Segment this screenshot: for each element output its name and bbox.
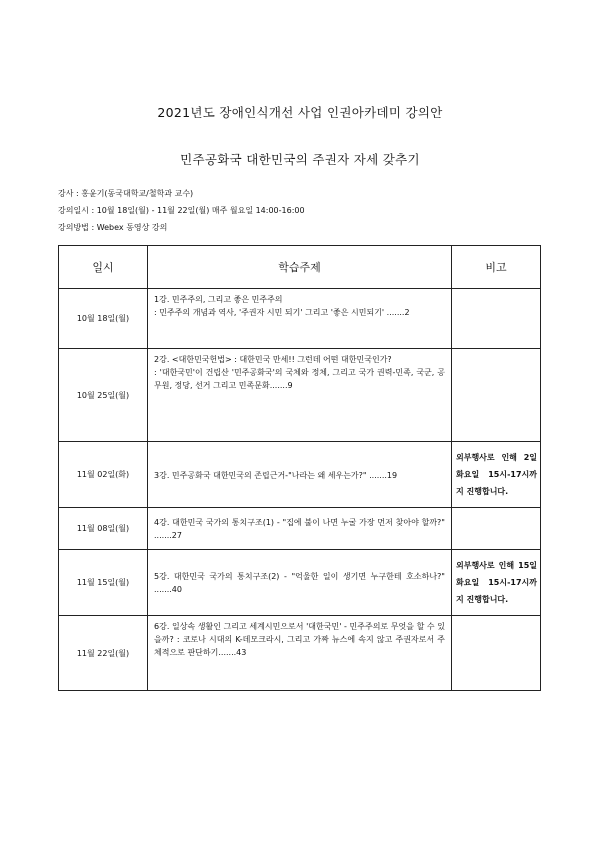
row-note: 외부행사로 인해 2일 화요일 15시-17시까지 진행합니다. — [452, 442, 541, 508]
table-row — [59, 616, 541, 691]
row-note — [452, 349, 541, 442]
table-header-row — [59, 246, 541, 289]
row-note — [452, 616, 541, 691]
row-note: 외부행사로 인해 15일 화요일 15시-17시까지 진행합니다. — [452, 550, 541, 616]
row-date: 11월 15일(월) — [59, 550, 148, 616]
row-date: 11월 02일(화) — [59, 442, 148, 508]
topic-line: 4강. 대한민국 국가의 통치구조(1) - "집에 불이 나면 누굴 가장 먼저 찾아야 할까?" .......27 — [154, 518, 445, 540]
topic-line: 6강. 일상속 생활인 그리고 세계시민으로서 '대한국민' - 민주주의로 무엇을 할 수 있을까? : 코로나 시대의 K-데모크라시, 그리고 가짜 뉴스에 속지 않고 주권자로서 주체적으로 판단하기.......43 — [154, 622, 445, 657]
row-topic — [148, 442, 452, 508]
document-title: 2021년도 장애인식개선 사업 인권아카데미 강의안 — [157, 105, 443, 120]
table-row — [59, 442, 541, 508]
table-row — [59, 550, 541, 616]
row-topic — [148, 289, 452, 349]
row-date: 10월 25일(월) — [59, 349, 148, 442]
lecturer-info: 강사 : 홍윤기(동국대학교/철학과 교수) — [58, 189, 194, 198]
lecture-subtitle: 민주공화국 대한민국의 주권자 자세 갖추기 — [180, 152, 420, 167]
header-topic: 학습주제 — [148, 246, 452, 289]
row-note — [452, 289, 541, 349]
table-row — [59, 349, 541, 442]
table-row — [59, 508, 541, 550]
row-date: 11월 22일(월) — [59, 616, 148, 691]
table-row — [59, 289, 541, 349]
header-date: 일시 — [59, 246, 148, 289]
row-note — [452, 508, 541, 550]
topic-line: 2강. <대한민국헌법> : 대한민국 만세!! 그런데 어떤 대한민국인가? — [154, 355, 392, 364]
topic-line: : '대한국민'이 건립산 '민주공화국'의 국체와 정체, 그리고 국가 권력-민족, 국군, 공무원, 정당, 선거 그리고 민족문화.......9 — [154, 368, 445, 390]
row-topic — [148, 508, 452, 550]
topic-line: 3강. 민주공화국 대한민국의 존립근거-"나라는 왜 세우는가?" .......19 — [154, 470, 398, 480]
topic-line: 1강. 민주주의, 그리고 좋은 민주주의 — [154, 295, 283, 304]
row-topic — [148, 349, 452, 442]
topic-line: : 민주주의 개념과 역사, '주권자 시민 되기' 그리고 '좋은 시민되기' .......2 — [154, 308, 410, 317]
schedule-info: 강의일시 : 10월 18일(월) - 11월 22일(월) 매주 월요일 14:00-16:00 — [58, 206, 305, 215]
method-info: 강의방법 : Webex 동영상 강의 — [58, 223, 168, 232]
topic-line: 5강. 대한민국 국가의 통치구조(2) - "억울한 일이 생기면 누구한테 호소하나?" .......40 — [154, 572, 445, 594]
row-date: 10월 18일(월) — [59, 289, 148, 349]
header-note: 비고 — [452, 246, 541, 289]
row-date: 11월 08일(월) — [59, 508, 148, 550]
row-topic — [148, 550, 452, 616]
row-topic — [148, 616, 452, 691]
lecture-schedule-table — [58, 245, 541, 691]
